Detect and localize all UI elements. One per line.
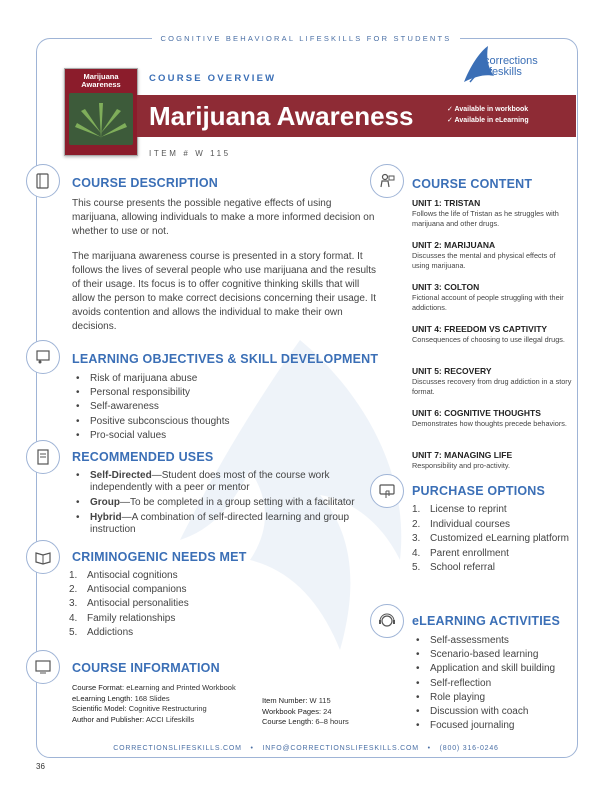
recommended-uses-heading: RECOMMENDED USES: [72, 450, 214, 464]
criminogenic-needs-heading: CRIMINOGENIC NEEDS MET: [72, 550, 247, 564]
elearning-activities-heading: eLEARNING ACTIVITIES: [412, 614, 560, 628]
list-item: 2. Antisocial companions: [69, 584, 187, 596]
list-item: • Self-assessments: [412, 634, 555, 648]
list-item: • Discussion with coach: [412, 705, 555, 719]
list-item: 3. Antisocial personalities: [69, 598, 189, 610]
unit-2: UNIT 2: MARIJUANA Discusses the mental and physical effects of using marijuana.: [412, 240, 556, 270]
list-item: 2. Individual courses: [412, 518, 511, 530]
item-number: ITEM # W 115: [149, 149, 231, 158]
teacher-icon: [370, 164, 404, 198]
list-item: • Personal responsibility: [72, 386, 230, 400]
course-overview-label: COURSE OVERVIEW: [149, 73, 277, 84]
list-item: • Scenario-based learning: [412, 648, 555, 662]
leaf-image: [69, 93, 133, 145]
purchase-list: [412, 504, 572, 577]
list-item: • Application and skill building: [412, 662, 555, 676]
email-link[interactable]: INFO@CORRECTIONSLIFESKILLS.COM: [262, 745, 419, 752]
description-paragraph-1: This course presents the possible negative effects of using marijuana, allowing individuals to make a more informed decision on whether to use or not.: [72, 198, 375, 237]
unit-3: UNIT 3: COLTON Fictional account of people struggling with their addictions.: [412, 282, 564, 312]
list-item: • Positive subconscious thoughts: [72, 415, 230, 429]
website-link[interactable]: CORRECTIONSLIFESKILLS.COM: [113, 745, 242, 752]
list-item: • Focused journaling: [412, 719, 555, 733]
unit-7: UNIT 7: MANAGING LIFE Responsibility and pro-activity.: [412, 450, 513, 470]
list-item: • Pro-social values: [72, 429, 230, 443]
description-paragraph-2: The marijuana awareness course is presented in a story format. It follows the lives of several people who use marijuana and the results of their usage. Its focus is to offer cognitive thinking skills that will allow the person to make correct decisions concerning their usage. It avoids contention and allows the individual to make their own decisions.: [72, 251, 377, 332]
list-item: 5. Addictions: [69, 626, 134, 638]
page-title: Marijuana Awareness: [149, 101, 414, 131]
list-item: 4. Family relationships: [69, 612, 176, 624]
list-item: • Self-Directed—Student does most of the course work independently with a peer or mentor: [72, 470, 372, 494]
course-information-heading: COURSE INFORMATION: [72, 661, 220, 675]
availability-workbook: ✓ Available in workbook: [447, 106, 529, 113]
presentation-icon: [26, 340, 60, 374]
course-content-heading: COURSE CONTENT: [412, 177, 533, 191]
course-description-heading: COURSE DESCRIPTION: [72, 176, 218, 190]
availability-list: [447, 104, 529, 126]
open-book-icon: [26, 540, 60, 574]
logo-text: corrections lifeskills: [484, 55, 538, 78]
series-title: COGNITIVE BEHAVIORAL LIFESKILLS FOR STUDENTS: [0, 34, 612, 43]
objectives-list: [72, 372, 230, 443]
phone-number: (800) 316-0246: [439, 745, 499, 752]
list-item: • Hybrid—A combination of self-directed learning and group instruction: [72, 512, 372, 536]
list-item: 5. School referral: [412, 562, 496, 573]
list-item: 1. License to reprint: [412, 504, 507, 515]
course-info-left: Course Format: eLearning and Printed Workbook eLearning Length: 168 Slides Scientific Model: Cognitive Restructuring Author and Publisher: ACCI Lifeskills: [72, 683, 236, 724]
touchscreen-icon: [370, 474, 404, 508]
info-screen-icon: [26, 650, 60, 684]
unit-5: UNIT 5: RECOVERY Discusses recovery from drug addiction in a story format.: [412, 366, 572, 396]
needs-list: [69, 569, 189, 640]
availability-elearning: ✓ Available in eLearning: [447, 117, 529, 124]
course-cover-image: [64, 68, 138, 156]
elearning-list: [412, 634, 555, 733]
list-item: 3. Customized eLearning platform: [412, 533, 569, 544]
title-banner: [137, 95, 576, 137]
book-icon: [26, 164, 60, 198]
unit-1: UNIT 1: TRISTAN Follows the life of Tristan as he struggles with marijuana and other drugs.: [412, 198, 559, 228]
footer: CORRECTIONSLIFESKILLS.COM • INFO@CORRECTIONSLIFESKILLS.COM • (800) 316-0246: [113, 745, 499, 752]
cover-title: Marijuana Awareness: [81, 72, 121, 89]
list-item: • Self-awareness: [72, 400, 230, 414]
purchase-options-heading: PURCHASE OPTIONS: [412, 484, 546, 498]
course-info-right: Item Number: W 115 Workbook Pages: 24 Course Length: 6–8 hours: [262, 696, 349, 726]
learning-objectives-heading: LEARNING OBJECTIVES & SKILL DEVELOPMENT: [72, 352, 379, 366]
unit-4: UNIT 4: FREEDOM VS CAPTIVITY Consequences of choosing to use illegal drugs.: [412, 324, 565, 344]
unit-6: UNIT 6: COGNITIVE THOUGHTS Demonstrates how thoughts precede behaviors.: [412, 408, 567, 428]
list-item: • Role playing: [412, 691, 555, 705]
list-item: • Risk of marijuana abuse: [72, 372, 230, 386]
page-number: 36: [36, 762, 45, 771]
list-item: • Group—To be completed in a group setting with a facilitator: [72, 497, 372, 509]
document-icon: [26, 440, 60, 474]
list-item: 4. Parent enrollment: [412, 547, 509, 559]
headset-globe-icon: [370, 604, 404, 638]
list-item: 1. Antisocial cognitions: [69, 570, 178, 581]
list-item: • Self-reflection: [412, 677, 555, 691]
uses-list: [72, 470, 372, 539]
